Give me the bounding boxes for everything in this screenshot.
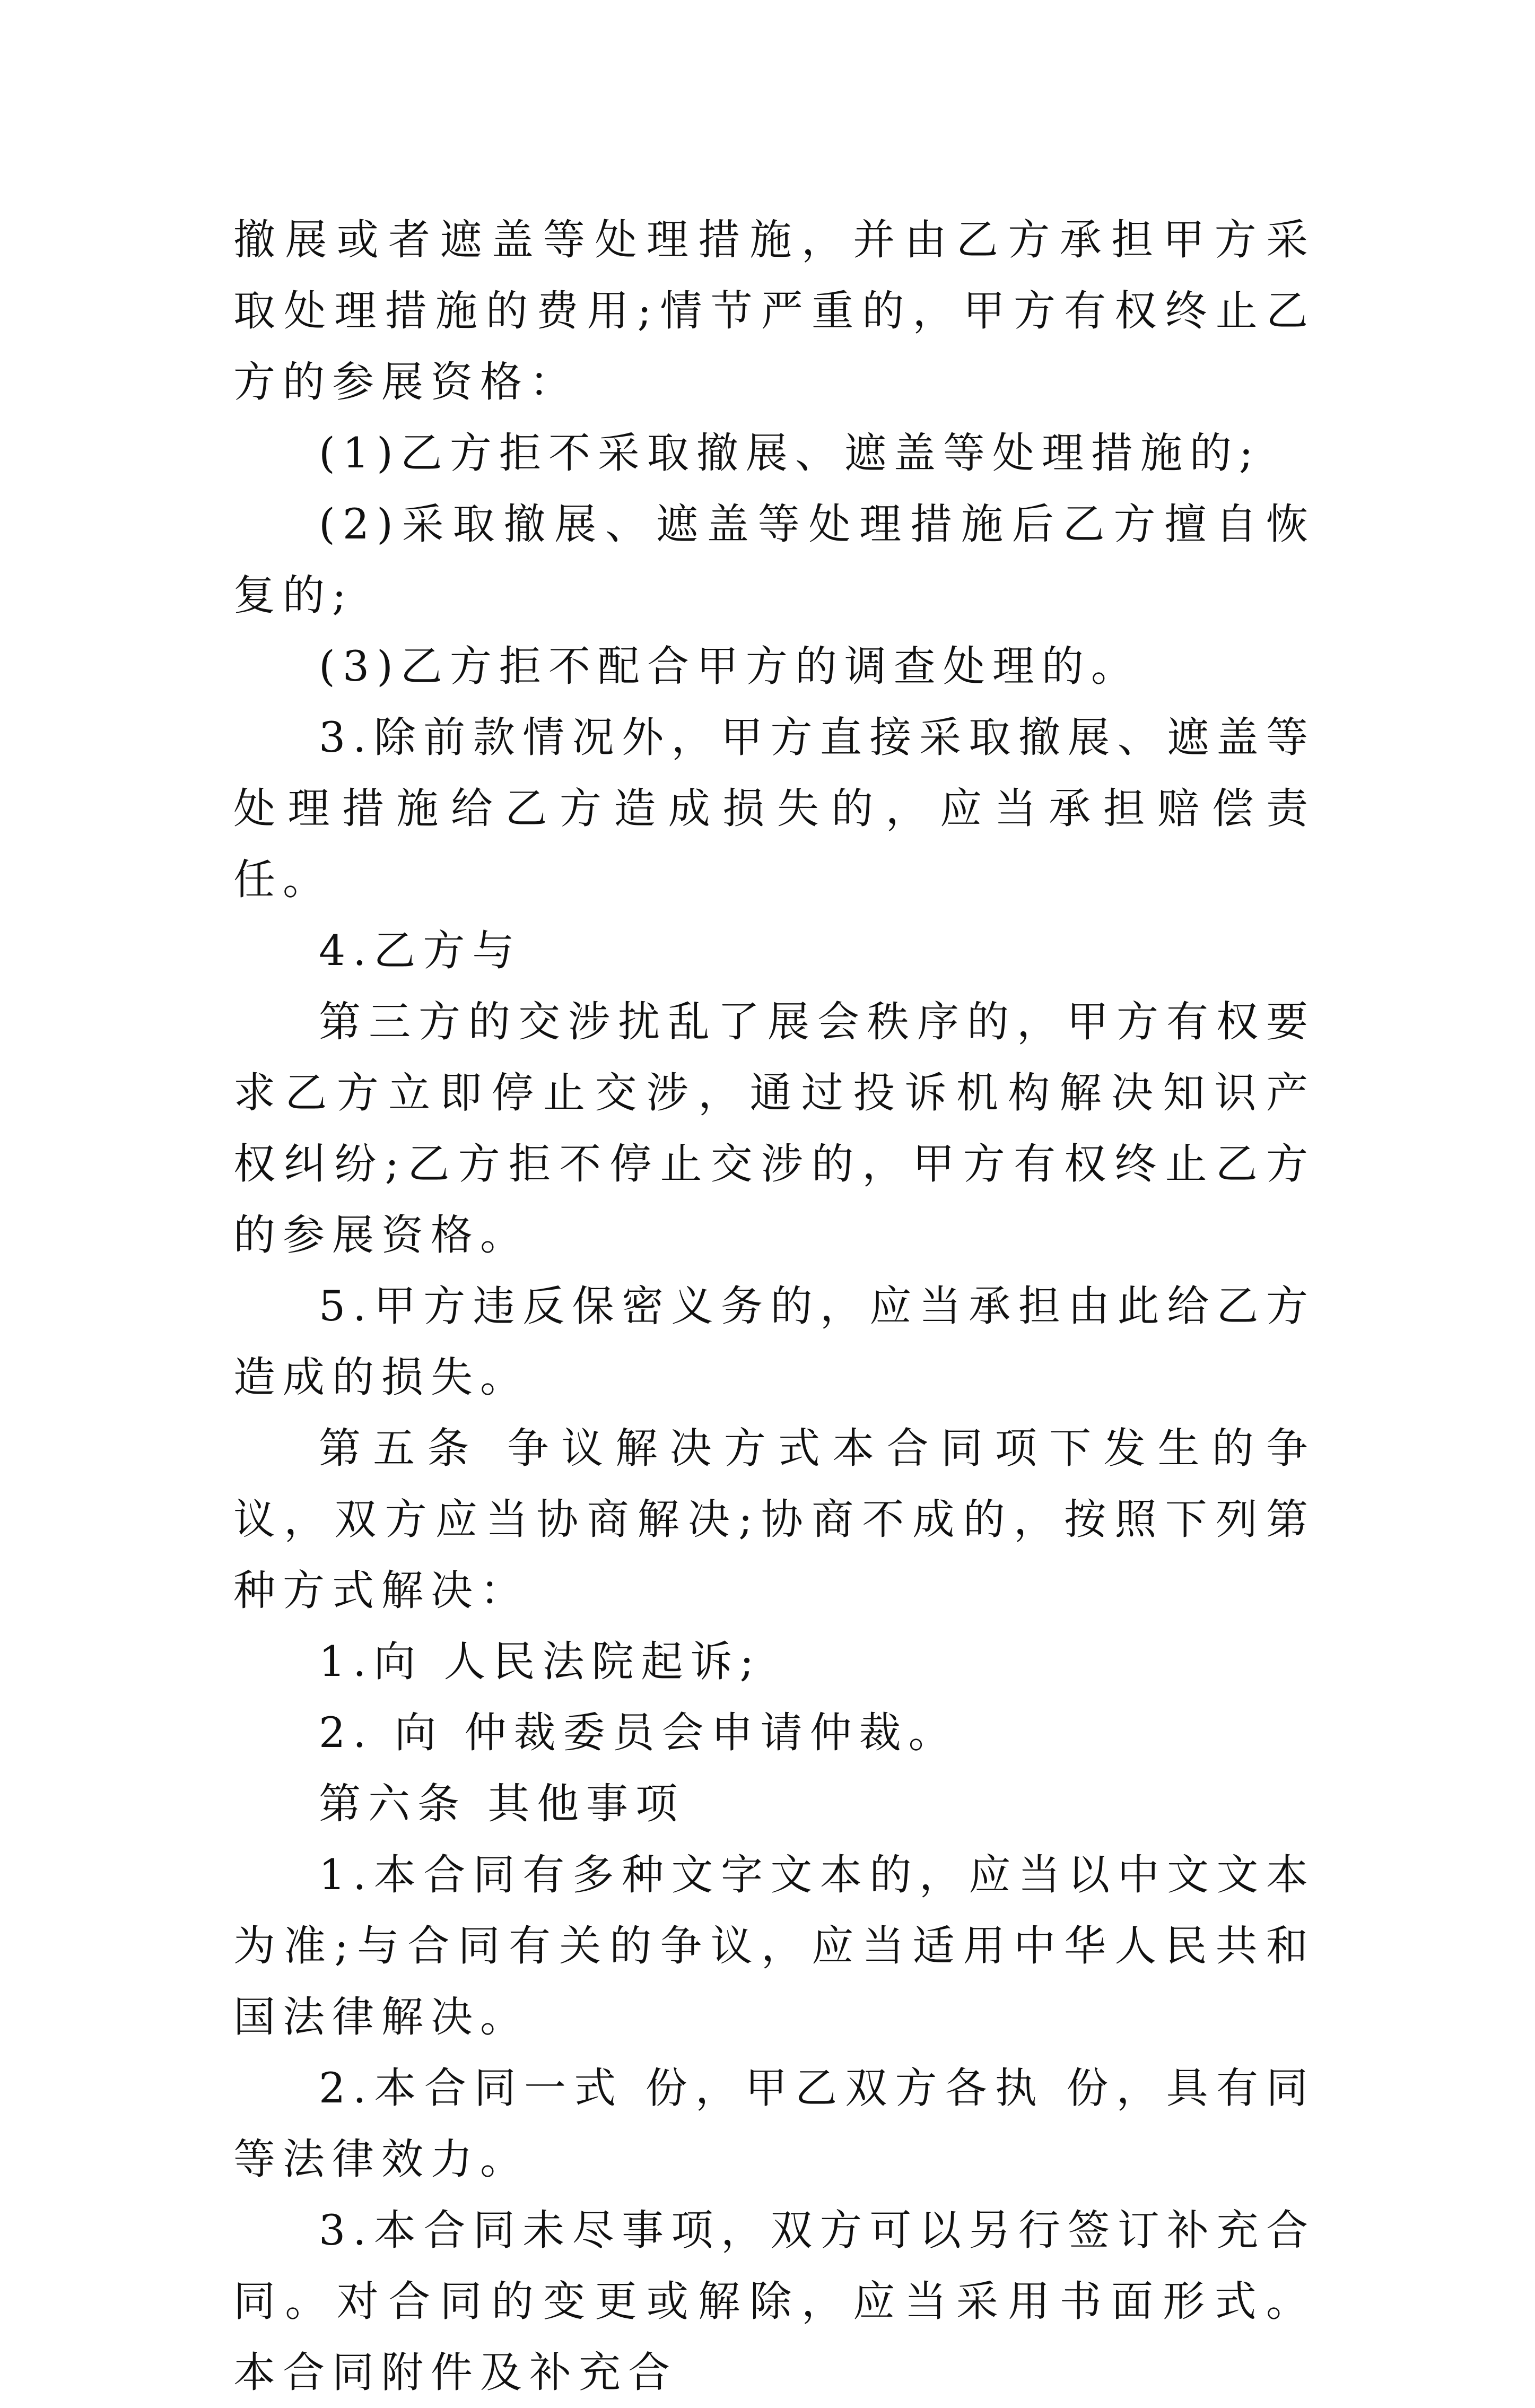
paragraph-article-5: 第五条 争议解决方式本合同项下发生的争议，双方应当协商解决;协商不成的，按照下列第 种方式解决： xyxy=(233,1424,1315,1615)
paragraph-article-6-item-3: 3.本合同未尽事项，双方可以另行签订补充合同。对合同的变更或解除，应当采用书面形式。本合同附件及补充合 xyxy=(233,2206,1315,2397)
paragraph-option-2: 2. 向 仲裁委员会申请仲裁。 xyxy=(319,1708,958,1757)
paragraph-clause-4-cont: 第三方的交涉扰乱了展会秩序的，甲方有权要求乙方立即停止交涉，通过投诉机构解决知识产权纠纷;乙方拒不停止交涉的，甲方有权终止乙方的参展资格。 xyxy=(233,997,1315,1259)
document-body xyxy=(233,204,1315,2408)
paragraph-article-6-item-1: 1.本合同有多种文字文本的，应当以中文文本为准;与合同有关的争议，应当适用中华人民共和国法律解决。 xyxy=(233,1850,1315,2041)
paragraph-clause-3: 3.除前款情况外，甲方直接采取撤展、遮盖等处理措施给乙方造成损失的，应当承担赔偿责任。 xyxy=(233,713,1315,904)
paragraph-clause-5: 5.甲方违反保密义务的，应当承担由此给乙方造成的损失。 xyxy=(233,1282,1315,1402)
paragraph-item-1: (1)乙方拒不采取撤展、遮盖等处理措施的; xyxy=(319,429,1261,477)
paragraph-item-3: (3)乙方拒不配合甲方的调查处理的。 xyxy=(319,642,1140,691)
paragraph-continuation: 撤展或者遮盖等处理措施，并由乙方承担甲方采取处理措施的费用;情节严重的，甲方有权终止乙方的参展资格： xyxy=(233,215,1315,406)
paragraph-item-2: (2)采取撤展、遮盖等处理措施后乙方擅自恢复的; xyxy=(233,500,1315,620)
paragraph-clause-4: 4.乙方与 xyxy=(319,926,522,975)
paragraph-article-6-item-2: 2.本合同一式 份，甲乙双方各执 份，具有同等法律效力。 xyxy=(233,2064,1315,2184)
paragraph-article-6: 第六条 其他事项 xyxy=(319,1779,685,1828)
paragraph-option-1: 1.向 人民法院起诉; xyxy=(319,1637,762,1686)
